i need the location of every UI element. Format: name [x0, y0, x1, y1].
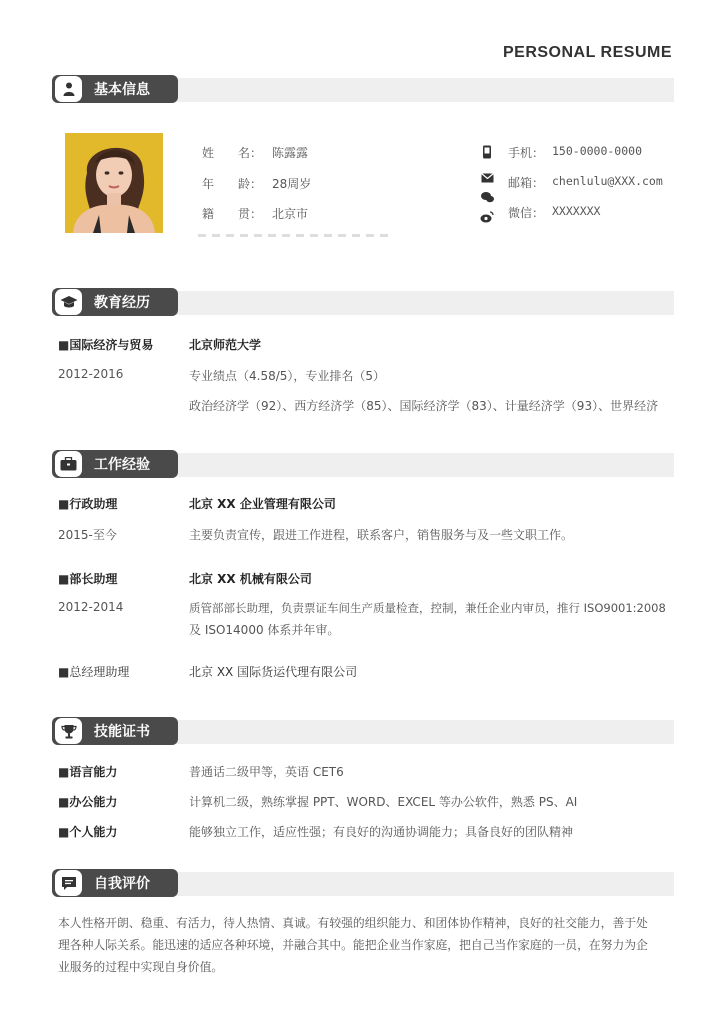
skill-value: 能够独立工作，适应性强；有良好的沟通协调能力；具备良好的团队精神: [189, 825, 574, 839]
skill-value: 普通话二级甲等，英语 CET6: [189, 765, 344, 779]
skill-name: [58, 793, 117, 810]
person-icon: [55, 76, 82, 102]
trophy-icon: [55, 718, 82, 744]
skill-name-text: 办公能力: [69, 795, 118, 809]
job-title-text: 部长助理: [69, 572, 118, 586]
section-self-evaluation: [52, 869, 674, 897]
section-basic-info: [52, 75, 674, 103]
wechat-icon: [480, 190, 494, 204]
job-title: [58, 495, 117, 512]
job-title: [58, 570, 117, 587]
skill-name: [58, 823, 117, 840]
phone-label: 手机：: [508, 146, 545, 160]
section-title: 自我评价: [94, 876, 150, 892]
section-bar: [112, 720, 674, 744]
job-description: 质管部部长助理，负责票证车间生产质量检查，控制，兼任企业内审员，推行 ISO9001:2008: [189, 601, 666, 615]
self-eval-line: 业服务的过程中实现自身价值。: [58, 960, 224, 974]
skill-value: 计算机二级，熟练掌握 PPT、WORD、EXCEL 等办公软件，熟悉 PS、AI: [189, 795, 578, 809]
name-value: 陈露露: [272, 146, 309, 160]
job-company: 北京 XX 国际货运代理有限公司: [189, 665, 358, 679]
job-period: 2012-2014: [58, 600, 124, 614]
section-bar: [112, 78, 674, 102]
email-value: chenlulu@XXX.com: [552, 174, 663, 188]
self-eval-line: 理各种人际关系。能迅速的适应各种环境，并融合其中。能把企业当作家庭，把自己当作家庭的一员，在努力为企: [58, 938, 648, 952]
job-title-text: 总经理助理: [69, 665, 130, 679]
resume-title: PERSONAL RESUME: [502, 44, 672, 61]
section-bar: [112, 872, 674, 896]
section-bar: [112, 453, 674, 477]
email-label: 邮箱：: [508, 176, 545, 190]
job-company: 北京 XX 机械有限公司: [189, 572, 312, 586]
edu-period: 2012-2016: [58, 367, 124, 381]
edu-major-text: 国际经济与贸易: [69, 338, 154, 352]
job-title-text: 行政助理: [69, 497, 118, 511]
job-title: [58, 663, 129, 680]
section-skills: [52, 717, 674, 745]
section-tab: [52, 869, 178, 897]
section-title: 基本信息: [94, 82, 150, 98]
section-title: 教育经历: [94, 295, 150, 311]
phone-icon: [480, 145, 494, 159]
comment-icon: [55, 870, 82, 896]
edu-gpa: 专业绩点（4.58/5），专业排名（5）: [189, 369, 386, 383]
section-tab: [52, 450, 178, 478]
section-title: 工作经验: [94, 457, 150, 473]
mail-icon: [480, 171, 494, 185]
section-title: 技能证书: [94, 724, 150, 740]
name-label: 姓 名：: [202, 146, 263, 160]
profile-photo: [65, 133, 163, 233]
section-tab: [52, 75, 178, 103]
section-education: [52, 288, 674, 316]
age-label: 年 龄：: [202, 177, 263, 191]
wechat-value: XXXXXXX: [552, 204, 601, 218]
skill-name: [58, 763, 117, 780]
weibo-icon: [480, 210, 494, 224]
section-tab: [52, 288, 178, 316]
section-tab: [52, 717, 178, 745]
section-bar: [112, 291, 674, 315]
wechat-label: 微信：: [508, 206, 545, 220]
edu-school: 北京师范大学: [189, 338, 262, 352]
job-period: 2015-至今: [58, 528, 117, 542]
clipped-text-remnant: [198, 234, 388, 237]
briefcase-icon: [55, 451, 82, 477]
age-value: 28周岁: [272, 177, 312, 191]
job-description: 主要负责宣传，跟进工作进程，联系客户，销售服务与及一些文职工作。: [189, 528, 574, 542]
edu-courses: 政治经济学（92）、西方经济学（85）、国际经济学（83）、计量经济学（93）、世界经济: [189, 399, 659, 413]
graduation-cap-icon: [55, 289, 82, 315]
skill-name-text: 个人能力: [69, 825, 118, 839]
self-eval-line: 本人性格开朗、稳重、有活力，待人热情、真诚。有较强的组织能力、和团体协作精神，良好的社交能力，善于处: [58, 916, 648, 930]
origin-value: 北京市: [272, 207, 309, 221]
job-description-cont: 及 ISO14000 体系并年审。: [189, 623, 340, 637]
origin-label: 籍 贯：: [202, 207, 263, 221]
phone-value: 150-0000-0000: [552, 144, 643, 158]
section-work: [52, 450, 674, 478]
edu-major: [58, 336, 153, 353]
job-company: 北京 XX 企业管理有限公司: [189, 497, 336, 511]
skill-name-text: 语言能力: [69, 765, 118, 779]
